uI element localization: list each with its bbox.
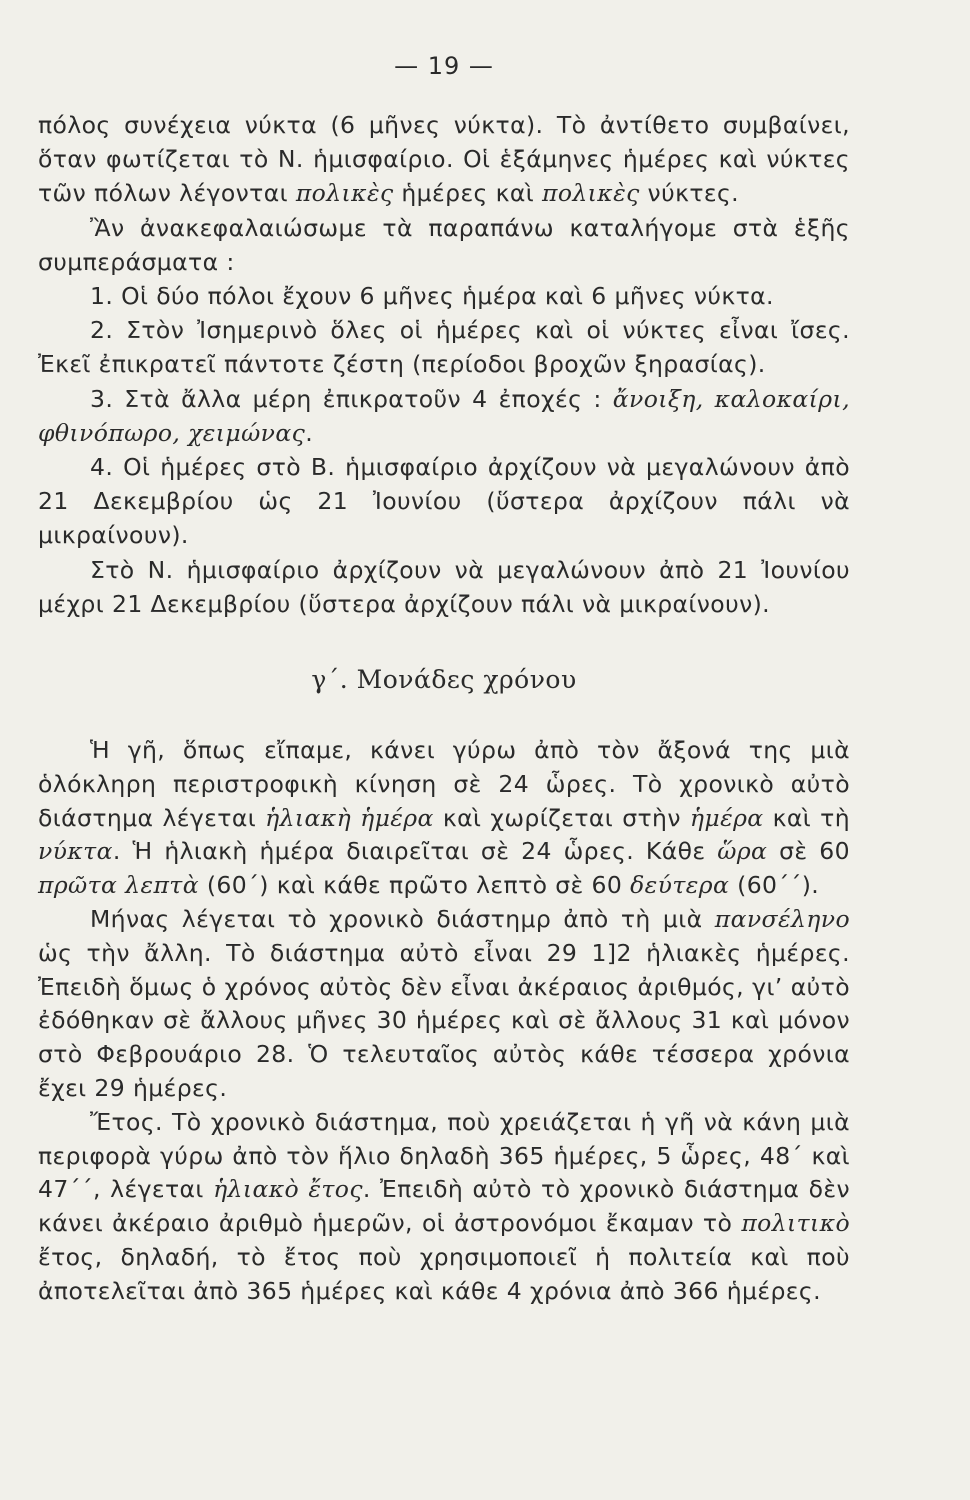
list-item-3: 3. Στὰ ἄλλα μέρη ἐπικρατοῦν 4 ἐποχές : ἄνοιξη, καλοκαίρι, φθινόπωρο, χειμώνας. [38,384,850,447]
list-item-2: 2. Στὸν Ἰσημερινὸ ὅλες οἱ ἡμέρες καὶ οἱ νύκτες εἶναι ἴσες. Ἐκεῖ ἐπικρατεῖ πάντοτε ζέστη (περίοδοι βροχῶν ξηρασίας). [38,316,850,379]
list-item-5: Στὸ Ν. ἡμισφαίριο ἀρχίζουν νὰ μεγαλώνουν ἀπὸ 21 Ἰουνίου μέχρι 21 Δεκεμβρίου (ὕστερα ἀρχίζουν πάλι νὰ μικραίνουν). [38,555,850,618]
paragraph-day: Ἡ γῆ, ὅπως εἴπαμε, κάνει γύρω ἀπὸ τὸν ἄξονά της μιὰ ὁλόκληρη περιστροφικὴ κίνηση σὲ 24 ὧρες. Τὸ χρονικὸ αὐτὸ διάστημα λέγεται ἡλιακὴ ἡμέρα καὶ χωρίζεται στὴν ἡμέρα καὶ τὴ νύκτα. Ἡ ἡλιακὴ ἡμέρα διαιρεῖται σὲ 24 ὧρες. Κάθε ὥρα σὲ 60 πρῶτα λεπτὰ (60΄) καὶ κάθε πρῶτο λεπτὸ σὲ 60 δεύτερα (60΄΄). [38,736,851,900]
paragraph-year: Ἔτος. Τὸ χρονικὸ διάστημα, ποὺ χρειάζεται ἡ γῆ νὰ κάνη μιὰ περιφορὰ γύρω ἀπὸ τὸν ἥλιο δηλαδὴ 365 ἡμέρες, 5 ὧρες, 48΄ καὶ 47΄΄, λέγεται ἡλιακὸ ἔτος. Ἐπειδὴ αὐτὸ τὸ χρονικὸ διάστημα δὲν κάνει ἀκέραιο ἀριθμὸ ἡμερῶν, οἱ ἀστρονόμοι ἔκαμαν τὸ πολιτικὸ ἔτος, δηλαδή, τὸ ἔτος ποὺ χρησιμοποιεῖ ἡ πολιτεία καὶ ποὺ ἀποτελεῖται ἀπὸ 365 ἡμέρες καὶ κάθε 4 χρόνια ἀπὸ 366 ἡμέρες. [38,1107,850,1305]
list-item-4: 4. Οἱ ἡμέρες στὸ Β. ἡμισφαίριο ἀρχίζουν νὰ μεγαλώνουν ἀπὸ 21 Δεκεμβρίου ὡς 21 Ἰουνίου (ὕστερα ἀρχίζουν πάλι νὰ μικραίνουν). [38,453,850,550]
page-number: — 19 — [394,52,494,80]
page [38,52,850,1309]
paragraph-month: Μήνας λέγεται τὸ χρονικὸ διάστημρ ἀπὸ τὴ μιὰ πανσέληνο ὡς τὴν ἄλλη. Τὸ διάστημα αὐτὸ εἶναι 29 1]2 ἡλιακὲς ἡμέρες. Ἐπειδὴ ὅμως ὁ χρόνος αὐτὸς δὲν εἶναι ἀκέραιος ἀριθμός, γι’ αὐτὸ ἐδόθηκαν σὲ ἄλλους μῆνες 30 ἡμέρες καὶ σὲ ἄλλους 31 καὶ μόνον στὸ Φεβρουάριο 28. Ὁ τελευταῖος αὐτὸς κάθε τέσσερα χρόνια ἔχει 29 ἡμέρες. [38,905,850,1103]
list-item-1: 1. Οἱ δύο πόλοι ἔχουν 6 μῆνες ἡμέρα καὶ 6 μῆνες νύκτα. [90,282,774,311]
paragraph-summary-intro: Ἂν ἀνακεφαλαιώσωμε τὰ παραπάνω καταλήγομε στὰ ἑξῆς συμπεράσματα : [38,213,850,276]
paragraph-poles: πόλος συνέχεια νύκτα (6 μῆνες νύκτα). Τὸ ἀντίθετο συμβαίνει, ὅταν φωτίζεται τὸ Ν. ἡμισφαίριο. Οἱ ἑξάμηνες ἡμέρες καὶ νύκτες τῶν πόλων λέγονται πολικὲς ἡμέρες καὶ πολικὲς νύκτες. [38,111,850,208]
section-heading: γ΄. Μονάδες χρόνου [311,665,577,695]
